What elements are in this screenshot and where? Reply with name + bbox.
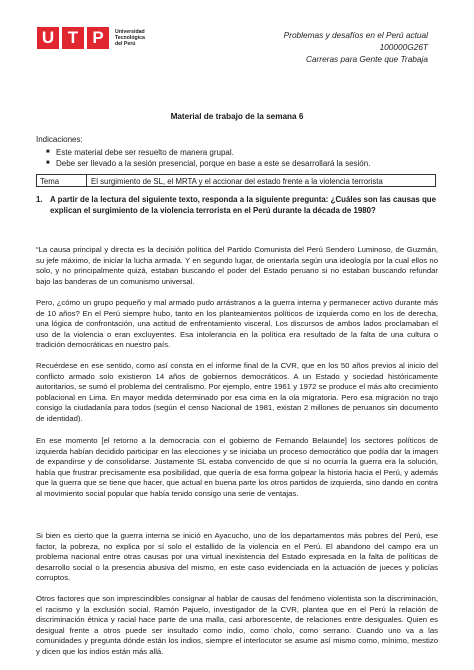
course-code: 100000G26T: [379, 42, 428, 52]
program-tagline: Carreras para Gente que Trabaja: [305, 54, 428, 64]
reading-paragraph-5: Si bien es cierto que la guerra interna se inició en Ayacucho, uno de los departamentos más pobres del Perú, ese factor, la pobreza, no explica por sí solo el estallido de la violencia en el Perú. El abandono del campo era un problema nacional entre otras causas por una virtual inexistencia del Estado expresada en la falta de políticas de desarrollo social o la presencia abusiva del mismo, en este caso evidenciada en la actuación de jueces y policías corruptos.: [36, 531, 438, 583]
logo-letter-p: P: [87, 27, 109, 49]
instructions-label: Indicaciones:: [36, 135, 83, 144]
topic-table: [36, 174, 436, 187]
logo-line-1: Universidad: [115, 29, 145, 35]
question-text: A partir de la lectura del siguiente texto, responda a la siguiente pregunta: ¿Cuáles son las causas que explican el surgimiento de la violencia terrorista en el Perú durante la década de 1980?: [50, 195, 436, 215]
logo-letter-t: T: [62, 27, 84, 49]
topic-label: Tema: [37, 175, 87, 186]
question-number: 1.: [36, 195, 43, 204]
instruction-text: Debe ser llevado a la sesión presencial, porque en base a este se desarrollará la sesión.: [56, 159, 371, 168]
logo-letter-u: U: [37, 27, 59, 49]
instruction-text: Este material debe ser resuelto de manera grupal.: [56, 148, 234, 157]
reading-paragraph-3: Recuérdese en ese sentido, como así consta en el informe final de la CVR, que en los 50 años previos al inicio del conflicto armado solo existieron 14 años de gobiernos democráticos. A un Estado y sociedad históricamente autoritarios, se sumó el problema del centralismo. Por ejemplo, entre 1961 y 1972 se produce el más alto crecimiento poblacional en Lima. En mayor medida determinado por esa cima en la ola migratoria. Pero esa migración no trajo consigo la ciudadanía para todos (según el censo Nacional de 1981, existan 2 millones de peruanos sin documento de identidad).: [36, 361, 438, 423]
reading-paragraph-1: “La causa principal y directa es la decisión política del Partido Comunista del Perú Sendero Luminoso, de Guzmán, su jefe máximo, de iniciar la lucha armada. Y en segundo lugar, de orientarla según una ideología por la cual ellos no solo, y no principalmente quizá, estaban buscando el poder del Estado peruano si no estaban buscando refundar bajo las banderas de un comunismo universal.: [36, 245, 438, 286]
course-header: [284, 29, 428, 65]
logo-line-2: Tecnológica: [115, 35, 145, 41]
utp-logo: [37, 27, 145, 49]
page-title: Material de trabajo de la semana 6: [170, 112, 304, 121]
list-item: [46, 158, 370, 169]
bullet-square-icon: ■: [46, 149, 50, 155]
logo-line-3: del Perú: [115, 41, 136, 47]
topic-value: El surgimiento de SL, el MRTA y el accionar del estado frente a la violencia terrorista: [91, 177, 383, 186]
reading-paragraph-2: Pero, ¿cómo un grupo pequeño y mal armado pudo arrástranos a la guerra interna y permanecer activo durante más de 10 años? En el Perú siempre hubo, tanto en los planteamientos políticos de izquierda como en los de derecha, una lógica de confrontación, una actitud de enfrentamiento visceral. Los discursos de ambos lados proclamaban el uso de la violencia o eran excluyentes. Esa intolerancia en la política era resultado de la falta de una cultura o tradición democráticas en nuestro país.: [36, 298, 438, 350]
instructions-list: [46, 147, 370, 169]
logo-university-name: [115, 29, 145, 47]
reading-paragraph-6: Otros factores que son imprescindibles consignar al hablar de causas del fenómeno violentista son la discriminación, el racismo y la exclusión social. Ramón Pajuelo, investigador de la CVR, plantea que en el Perú la relación de discriminación étnica y racial hace parte de una malla, casi arborescente, de relaciones entre desiguales. Quien es desigual frente a otros puede ser insultado como indio, como cholo, como serrano. Cuando uno va a las comunidades y pregunta dónde están los indios, siempre el interlocutor se asume así mismo como, mínimo, mestizo y dicen que los indios están más allá.: [36, 594, 438, 656]
course-name: Problemas y desafíos en el Perú actual: [283, 30, 428, 40]
reading-paragraph-4: En ese momento [el retorno a la democracia con el gobierno de Fernando Belaunde] los sectores políticos de izquierda habían decidido participar en las elecciones y se iniciaba un proceso democrático que podía dar la imagen de expandirse y de consolidarse. Justamente SL estaba convencido de que si no ocurría la guerra era la solución, había que frustrar precisamente esa posibilidad, que quería de esa forma golpear la historia hacia el Perú, y además que la guerra que se tiene que hacer, que actual en buena parte los otros partidos de izquierda, sino dando en contra al movimiento social popular que había tenido consigo una serie de ventajas.: [36, 436, 438, 498]
list-item: [46, 147, 370, 158]
question-1: [36, 195, 436, 216]
bullet-square-icon: ■: [46, 160, 50, 166]
